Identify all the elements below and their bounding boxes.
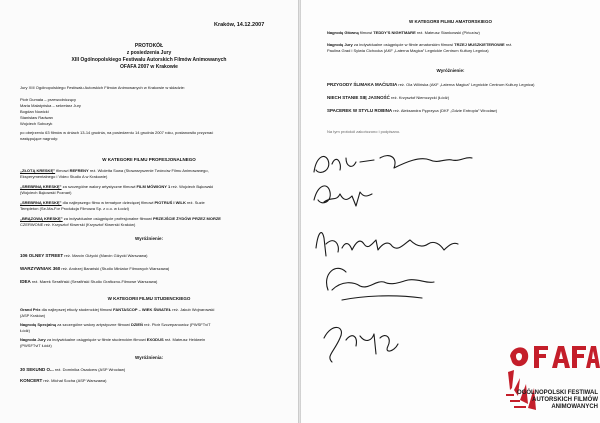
student-mentions-heading: Wyróżnienia: [135,355,163,360]
mention-entry: IDEA reż. Marek Serafiński (Serafiński Studio Graficzno-Filmowe Warszawa) [20,279,158,284]
jury-member: Maria Malatyńska – sekretarz Jury [20,103,81,108]
festival-edition: OFAFA 2007 w Krakowie [120,64,178,70]
award-entry: „BRĄZOWĄ KRESKĘ” za indywidualne osiągnięcie profesjonalne filmowi PRZEJŚCIE ŻYDÓW PRZEZ MORZE [20,216,221,221]
professional-heading: W KATEGORII FILMU PROFESJONALNEGO [102,157,196,162]
award-entry-cont: Paulina Grad i Sylwia Cichocka (AKF „Laterna Magica” Legnickie Centrum Kultury Legnica) [327,48,489,53]
signatures [302,140,482,410]
jury-member: Bogdan Nowicki [20,109,49,114]
mention-entry: WARZYWNIAK 360 reż. Andrzej Barański (Studio Miniatur Filmowych Warszawa) [20,266,170,271]
festival-name: XIII Ogólnopolskiego Festiwalu Autorskich Filmów Animowanych [71,57,227,63]
amateur-mentions-heading: Wyróżnienie: [436,68,465,73]
logo-line-3: ANIMOWANYCH [551,404,598,410]
jury-intro: Jury XIII Ogólnopolskiego Festiwalu Autorskich Filmów Animowanych w Krakowie w składzie: [20,85,185,90]
signature-2 [314,186,372,206]
professional-mentions-heading: Wyróżnienie: [135,236,163,241]
award-entry: „SREBRNĄ KRESKĘ” dla najlepszego filmu w tematyce dziecięcej filmowi PIOTRUŚ I WILK reż. Suzie [20,200,205,205]
logo-line-2: AUTORSKICH FILMÓW [532,397,598,403]
mention-entry: 30 SEKUND O... reż. Dominika Osadcew (ASP Wrocław) [20,367,126,372]
award-entry-cont: CZERWONE reż. Krzysztof Kiwerski (Krzysztof Kiwerski Kraków) [20,222,136,227]
signature-1 [314,156,472,173]
signature-4 [327,268,434,300]
signature-5 [324,327,398,362]
award-entry: Grand Prix dla najlepszej etiudy studenckiej filmowi FANTASCOP – WIEK ŚWIATEŁ reż. Jakub Wojnarowski [20,307,215,312]
mention-entry: KONCERT reż. Michał Socha (ASP Warszawa) [20,378,107,383]
signature-3 [316,233,458,256]
jury-decision: następujące nagrody: [20,136,59,141]
left-page [0,0,298,423]
mention-entry: SPACEREK W STYLU ROBINA reż. Aleksandra Pęprzyca (DKF „Gdzie Entropia” Wrocław) [327,108,498,113]
jury-member: Stanisław Radwan [20,115,53,120]
award-entry: „ZŁOTĄ KRESKĘ” filmowi REFRENY reż. Wioletta Sowa (Stowarzyszenie Twórców Filmu Animowanego, [20,168,209,173]
award-entry-cont: (Wojciech Bąkowski Poznań) [20,190,72,195]
logo-line-1: OGÓLNOPOLSKI FESTIWAL [517,390,598,396]
closing-statement: Na tym protokół zakończono i podpisano. [327,129,401,134]
award-entry-cont: Łódź) [20,328,31,333]
mention-entry: 106 OLNEY STREET reż. Marcin Giżycki (Marcin Giżycki Warszawa) [20,253,148,258]
award-entry-cont: (PWSFTviT Łódź) [20,343,52,348]
ofafa-logo [506,338,600,423]
award-entry: Nagroda Jury za indywidualne osiągnięcie w filmie studenckim filmowi EXODUS reż. Mateusz Heldwein [20,337,206,342]
award-entry-cont: Templeton (Se-Ma-For Produkcja Filmowa Sp. z o.o. w Łodzi) [20,206,129,211]
place-date: Kraków, 14.12.2007 [214,22,265,28]
amateur-heading: W KATEGORII FILMU AMATORSKIEGO [408,19,493,24]
award-entry: Nagrodę Główną filmowi TEDDY'S NIGHTMARE reż. Mateusz Stankowski (Pińczów) [327,30,480,35]
protocol-subtitle: z posiedzenia Jury [126,50,172,56]
award-entry-cont: Eksperymentalnego i Video Studio A w Krakowie) [20,174,108,179]
mention-entry: PRZYGODY ŚLIMAKA MAĆIUSIA reż. Ola Wilińska (AKF „Laterna Magica” Legnickie Centrum Kultury Legnica) [327,82,535,87]
jury-decision: po obejrzeniu 63 filmów w dniach 13-14 grudnia, na posiedzeniu 14 grudnia 2007 roku, postanowiło przyznać [20,130,214,135]
protocol-title: PROTOKÓŁ [134,43,164,49]
award-entry: Nagrodę Specjalną za szczególne walory artystyczne filmowi DZIEŃ reż. Piotr Szczepanowicz (PWSFTviT [20,322,211,327]
award-entry: Nagrodę Jury za indywidualne osiągnięcie w filmie amatorskim filmowi TRZEJ MUSZKIETEROWIE reż. [327,42,513,47]
award-entry: „SREBRNĄ KRESKĘ” za szczególne walory artystyczne filmowi FILM MÓWIONY 1 reż. Wojciech Bąkowski [20,184,214,189]
mention-entry: NIECH STANIE SIĘ JASNOŚĆ reż. Krzysztof Niemczycki (Łódź) [327,95,450,100]
student-heading: W KATEGORII FILMU STUDENCKIEGO [107,296,191,301]
award-entry-cont: (ASP Kraków) [20,313,46,318]
jury-member: Wojciech Sobczyk [20,121,53,126]
jury-member: Piotr Dumała – przewodniczący [20,97,77,102]
